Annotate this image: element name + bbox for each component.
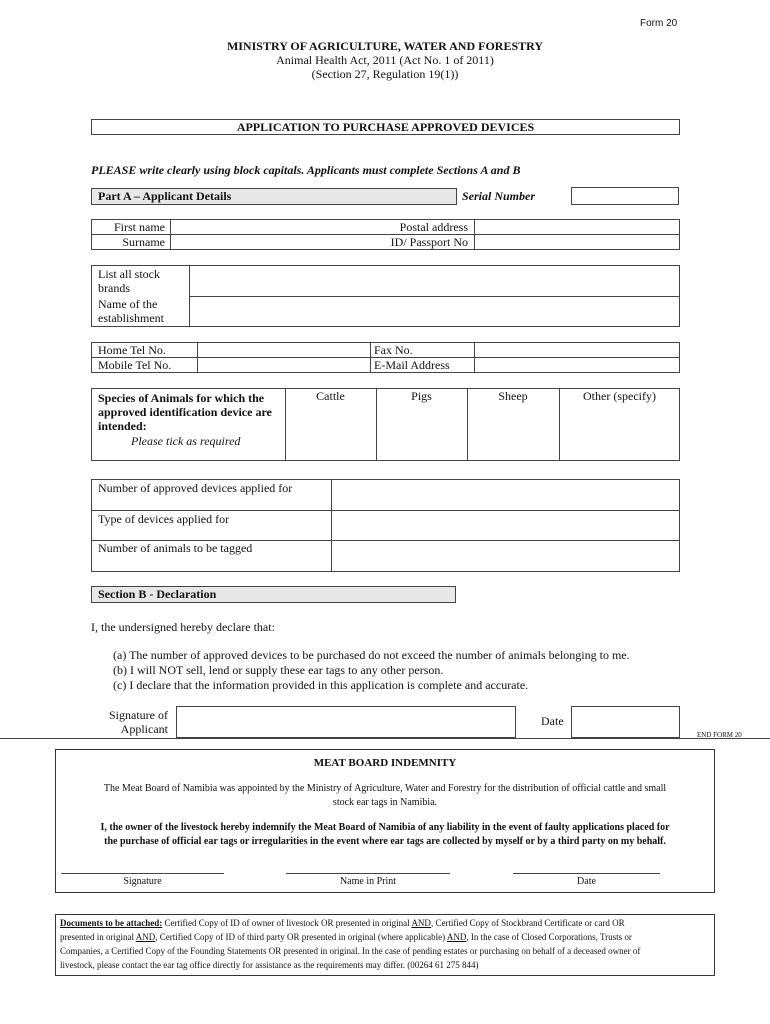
species-sheep-checkbox[interactable] xyxy=(468,405,559,460)
end-form-note: END FORM 20 xyxy=(697,731,742,739)
fax-label: Fax No. xyxy=(374,343,413,357)
ministry-heading: MINISTRY OF AGRICULTURE, WATER AND FORESTRY xyxy=(226,39,544,53)
species-label-3: intended: xyxy=(98,419,147,433)
indemnity-para1-line1: The Meat Board of Namibia was appointed by the Ministry of Agriculture, Water and Forestry for the distribution of official cattle and small xyxy=(103,783,667,794)
page-divider xyxy=(0,738,770,739)
animals-count-label: Number of animals to be tagged xyxy=(98,541,253,555)
surname-label: Surname xyxy=(122,235,165,249)
stock-brands-label-1: List all stock xyxy=(98,267,160,281)
devices-count-field[interactable] xyxy=(332,480,679,509)
fax-field[interactable] xyxy=(475,343,679,356)
species-pigs-checkbox[interactable] xyxy=(377,405,467,460)
date-label: Date xyxy=(541,714,564,728)
id-passport-label: ID/ Passport No xyxy=(390,235,468,249)
declaration-intro: I, the undersigned hereby declare that: xyxy=(91,620,275,634)
devices-count-label: Number of approved devices applied for xyxy=(98,481,293,495)
indemnity-box xyxy=(55,749,715,893)
signature-label-1: Signature of xyxy=(109,708,168,722)
first-name-label: First name xyxy=(114,220,165,234)
signature-label-2: Applicant xyxy=(120,722,168,736)
establishment-label-1: Name of the xyxy=(98,297,158,311)
species-other-field[interactable] xyxy=(560,405,679,460)
act-reference: Animal Health Act, 2011 (Act No. 1 of 2011) xyxy=(276,53,494,67)
documents-line-1: Documents to be attached: Certified Copy of ID of owner of livestock OR presented in original AND, Certified Copy of Stockbrand Certificate or card OR xyxy=(60,918,625,928)
indemnity-signature-label: Signature xyxy=(123,876,162,887)
establishment-label-2: establishment xyxy=(98,311,164,325)
indemnity-para2-line1: I, the owner of the livestock hereby indemnify the Meat Board of Namibia of any liability in the event of faulty applications placed for xyxy=(100,822,670,833)
postal-address-label: Postal address xyxy=(399,220,468,234)
id-passport-field[interactable] xyxy=(475,235,679,249)
postal-address-field[interactable] xyxy=(475,220,679,233)
species-label-2: approved identification device are xyxy=(98,405,272,419)
devices-type-field[interactable] xyxy=(332,511,679,539)
documents-line-3: Companies, a Certified Copy of the Founding Statements OR presented in original. In the case of pending estates or purchasing on behalf of a deceased owner of xyxy=(60,946,641,956)
documents-line-2: presented in original AND, Certified Copy of ID of third party OR presented in original (where applicable) AND, In the case of Closed Corporations, Trusts or xyxy=(60,932,632,942)
documents-label: Documents to be attached: xyxy=(60,918,163,928)
species-label-1: Species of Animals for which the xyxy=(98,391,265,405)
indemnity-name-label: Name in Print xyxy=(339,876,397,887)
species-other-label: Other (specify) xyxy=(583,389,656,403)
mobile-tel-field[interactable] xyxy=(198,358,369,372)
animals-count-field[interactable] xyxy=(332,541,679,571)
species-pigs-label: Pigs xyxy=(411,389,432,403)
indemnity-para2-line2: the purchase of official ear tags or irregularities in the event where ear tags are collected by myself or by a third party on my behalf. xyxy=(104,836,666,847)
stock-brands-field[interactable] xyxy=(190,266,679,295)
applicant-signature-field[interactable] xyxy=(176,706,516,738)
serial-number-label: Serial Number xyxy=(462,189,536,203)
declaration-item-a: (a) The number of approved devices to be purchased do not exceed the number of animals belonging to me. xyxy=(113,648,630,662)
indemnity-title: MEAT BOARD INDEMNITY xyxy=(313,757,457,769)
indemnity-para1-line2: stock ear tags in Namibia. xyxy=(332,797,438,808)
documents-line-4: livestock, please contact the ear tag office directly for assistance as the requirements may differ. (00264 61 275 844) xyxy=(60,960,479,970)
home-tel-field[interactable] xyxy=(198,343,369,356)
form-number: Form 20 xyxy=(640,18,678,29)
instruction-text: PLEASE write clearly using block capitals. Applicants must complete Sections A and B xyxy=(91,163,521,177)
indemnity-date-label: Date xyxy=(577,876,596,887)
email-label: E-Mail Address xyxy=(374,358,450,372)
establishment-field[interactable] xyxy=(190,297,679,326)
species-cattle-label: Cattle xyxy=(316,389,345,403)
serial-number-field[interactable] xyxy=(571,187,679,205)
indemnity-date-line[interactable] xyxy=(513,873,660,874)
species-hint: Please tick as required xyxy=(131,434,241,448)
section-b-heading: Section B - Declaration xyxy=(98,587,217,601)
mobile-tel-label: Mobile Tel No. xyxy=(98,358,172,372)
species-sheep-label: Sheep xyxy=(498,389,528,403)
form-title: APPLICATION TO PURCHASE APPROVED DEVICES xyxy=(236,120,535,134)
stock-brands-label-2: brands xyxy=(98,281,130,295)
declaration-item-c: (c) I declare that the information provided in this application is complete and accurate. xyxy=(113,678,529,692)
species-cattle-checkbox[interactable] xyxy=(286,405,376,460)
indemnity-name-line[interactable] xyxy=(286,873,450,874)
applicant-date-field[interactable] xyxy=(571,706,680,738)
email-field[interactable] xyxy=(475,358,679,372)
part-a-heading: Part A – Applicant Details xyxy=(98,189,232,203)
indemnity-signature-line[interactable] xyxy=(61,873,224,874)
section-reference: (Section 27, Regulation 19(1)) xyxy=(311,67,459,81)
declaration-item-b: (b) I will NOT sell, lend or supply these ear tags to any other person. xyxy=(113,663,444,677)
home-tel-label: Home Tel No. xyxy=(98,343,166,357)
devices-type-label: Type of devices applied for xyxy=(98,512,230,526)
